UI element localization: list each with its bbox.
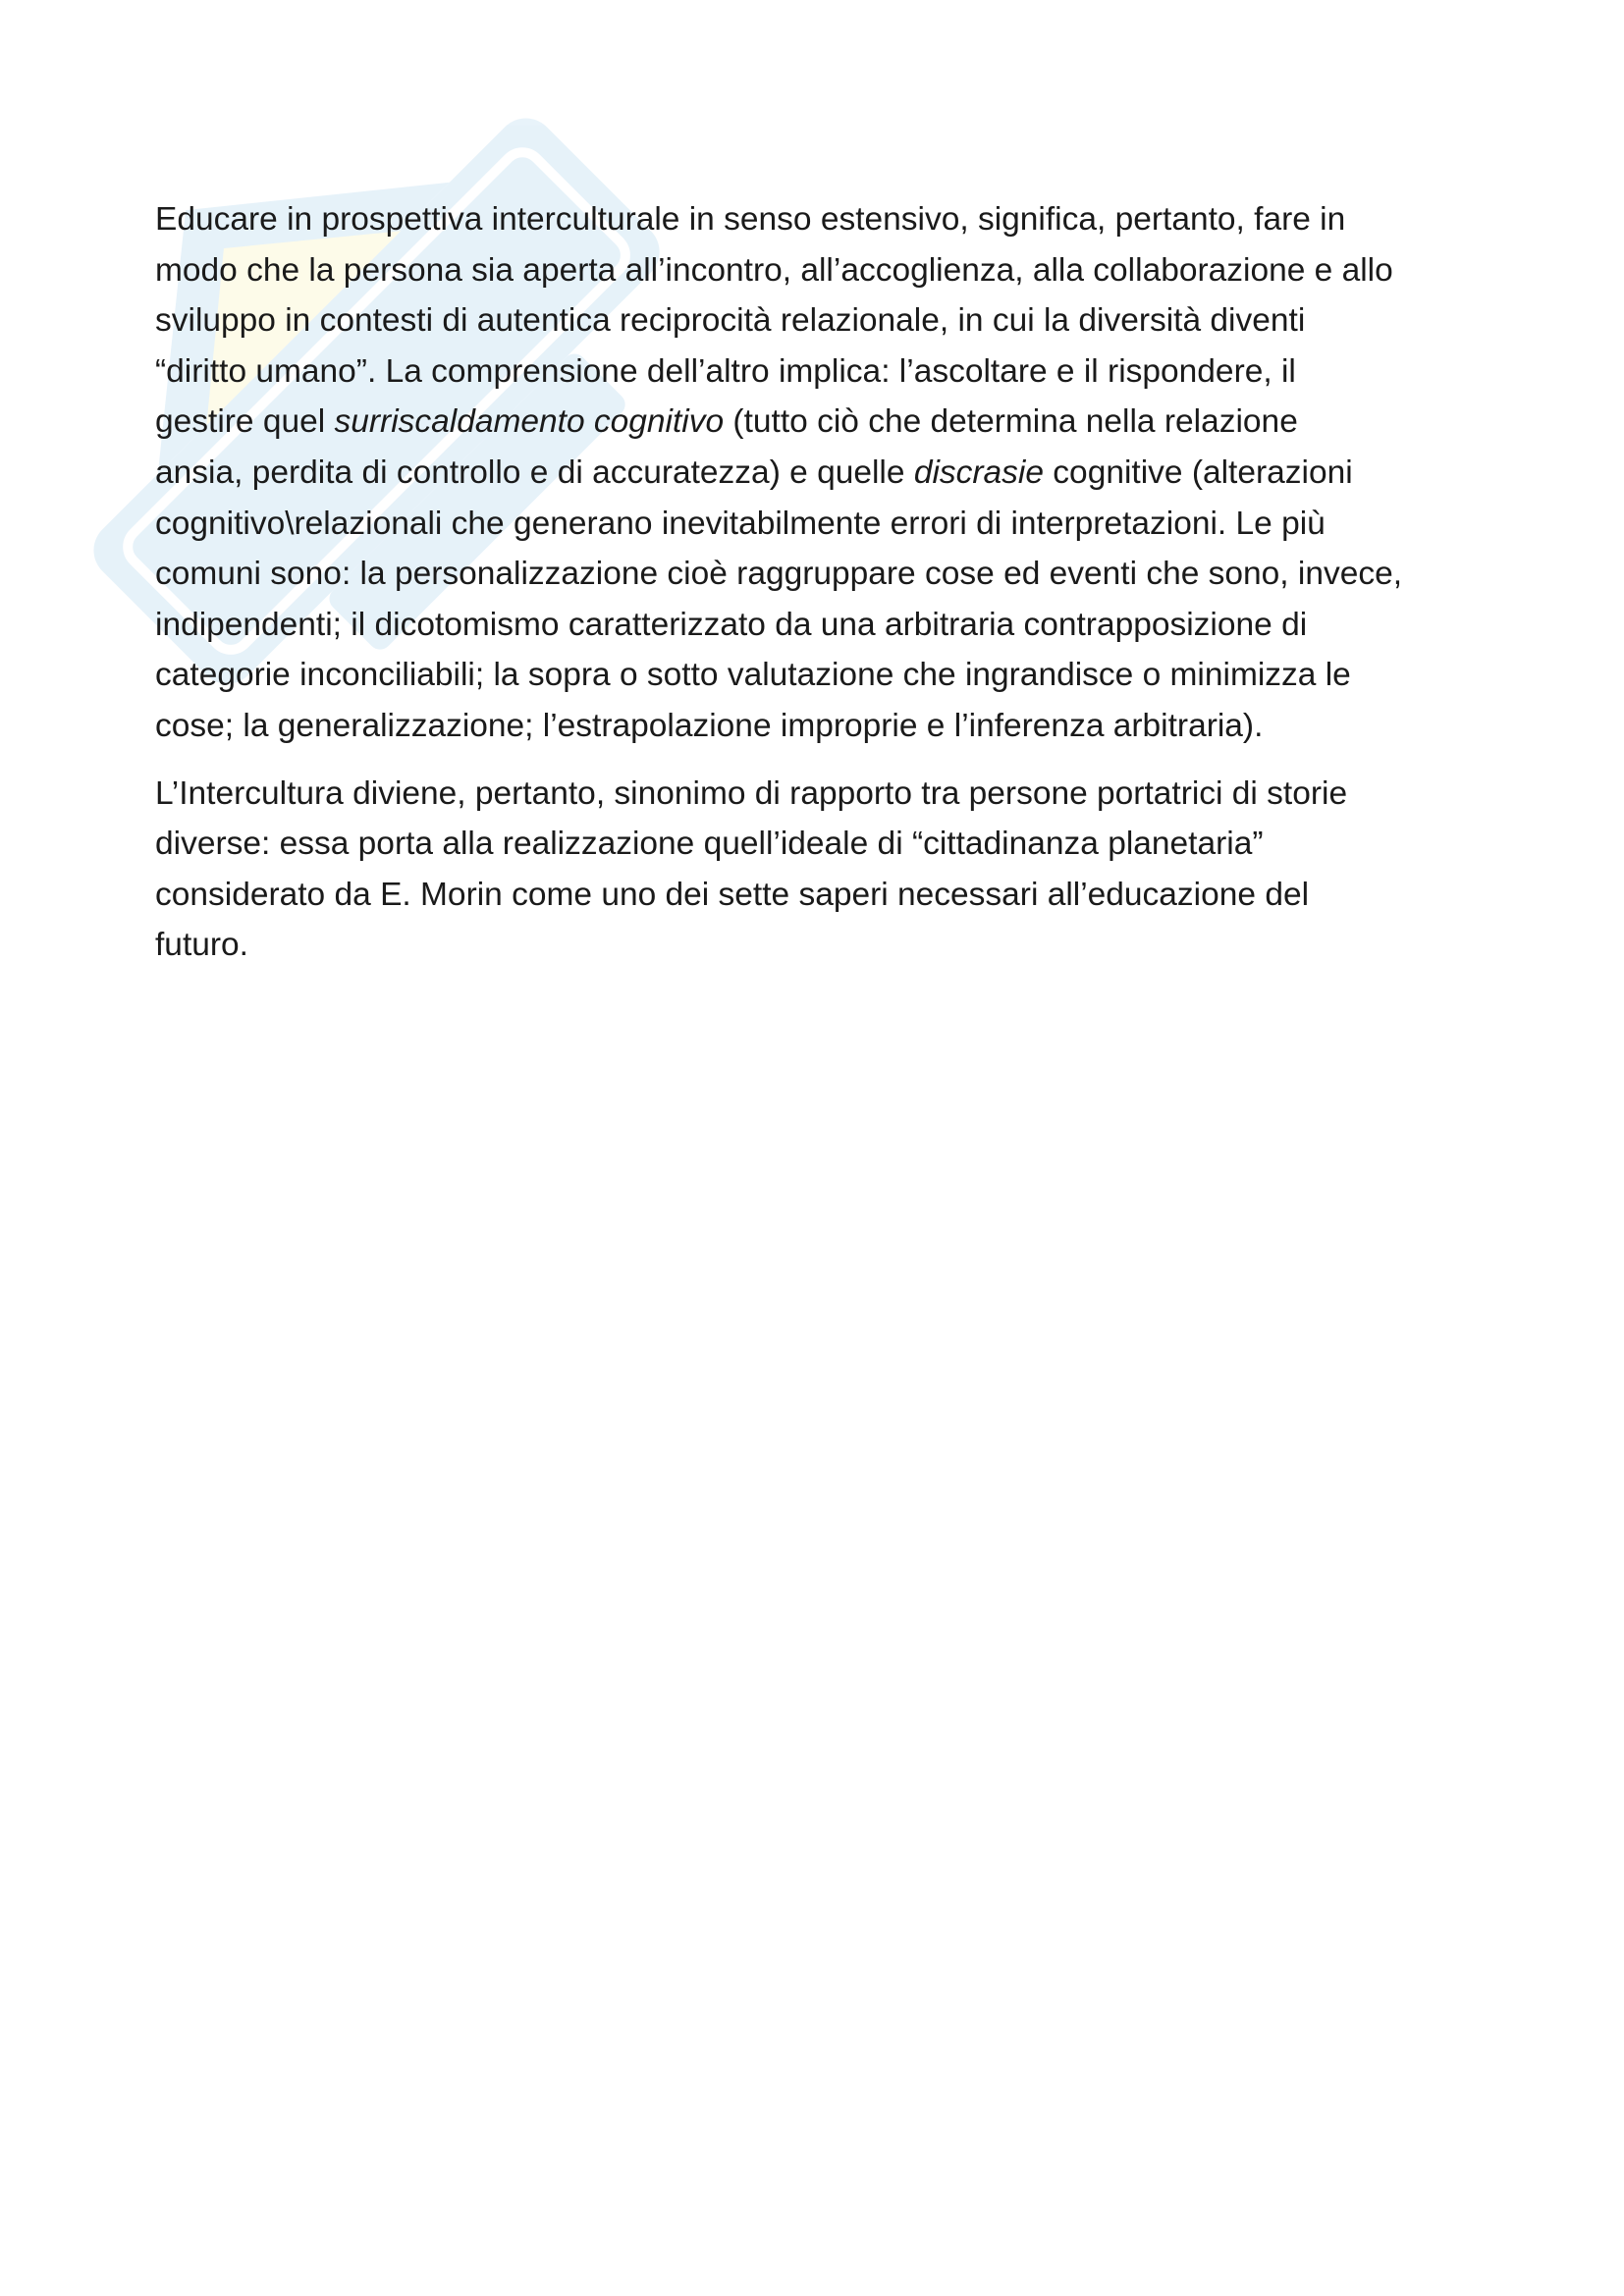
text-run: comuni sono: la personalizzazione cioè raggruppare cose ed eventi che sono, invece, (155, 556, 1403, 593)
text-line (155, 870, 1490, 921)
text-run: L’Intercultura diviene, pertanto, sinonimo di rapporto tra persone portatrici di storie (155, 774, 1348, 812)
text-run: gestire quel (155, 403, 335, 441)
text-line (155, 499, 1490, 550)
text-run: categorie inconciliabili; la sopra o sotto valutazione che ingrandisce o minimizza le (155, 657, 1351, 694)
text-line (155, 819, 1490, 870)
text-run: sviluppo in contesti di autentica reciprocità relazionale, in cui la diversità diventi (155, 302, 1306, 340)
text-run: indipendenti; il dicotomismo caratterizzato da una arbitraria contrapposizione di (155, 606, 1308, 643)
text-line (155, 701, 1490, 752)
text-line (155, 397, 1490, 448)
paragraph (155, 194, 1490, 752)
text-line (155, 245, 1490, 296)
text-run: considerato da E. Morin come uno dei sette saperi necessari all’educazione del (155, 876, 1310, 913)
document-body (155, 194, 1490, 988)
text-line (155, 769, 1490, 820)
italic-text-run: discrasie (913, 454, 1044, 491)
text-run: cose; la generalizzazione; l’estrapolazione improprie e l’inferenza arbitraria). (155, 707, 1264, 744)
text-line (155, 194, 1490, 245)
text-run: futuro. (155, 927, 248, 964)
text-line (155, 920, 1490, 971)
text-line (155, 295, 1490, 347)
text-run: modo che la persona sia aperta all’incontro, all’accoglienza, alla collaborazione e allo (155, 251, 1393, 289)
text-line (155, 549, 1490, 600)
text-run: diverse: essa porta alla realizzazione quell’ideale di “cittadinanza planetaria” (155, 826, 1264, 863)
text-run: cognitivo\relazionali che generano inevitabilmente errori di interpretazioni. Le più (155, 505, 1326, 542)
paragraph (155, 769, 1490, 971)
text-run: ansia, perdita di controllo e di accuratezza) e quelle (155, 454, 914, 491)
text-run: Educare in prospettiva interculturale in senso estensivo, significa, pertanto, fare in (155, 201, 1346, 238)
italic-text-run: surriscaldamento cognitivo (334, 403, 725, 441)
text-line (155, 448, 1490, 499)
text-run: cognitive (alterazioni (1044, 454, 1353, 491)
text-line (155, 600, 1490, 651)
text-run: “diritto umano”. La comprensione dell’altro implica: l’ascoltare e il rispondere, il (155, 352, 1296, 390)
text-line (155, 347, 1490, 398)
text-run: (tutto ciò che determina nella relazione (724, 403, 1298, 441)
text-line (155, 650, 1490, 701)
